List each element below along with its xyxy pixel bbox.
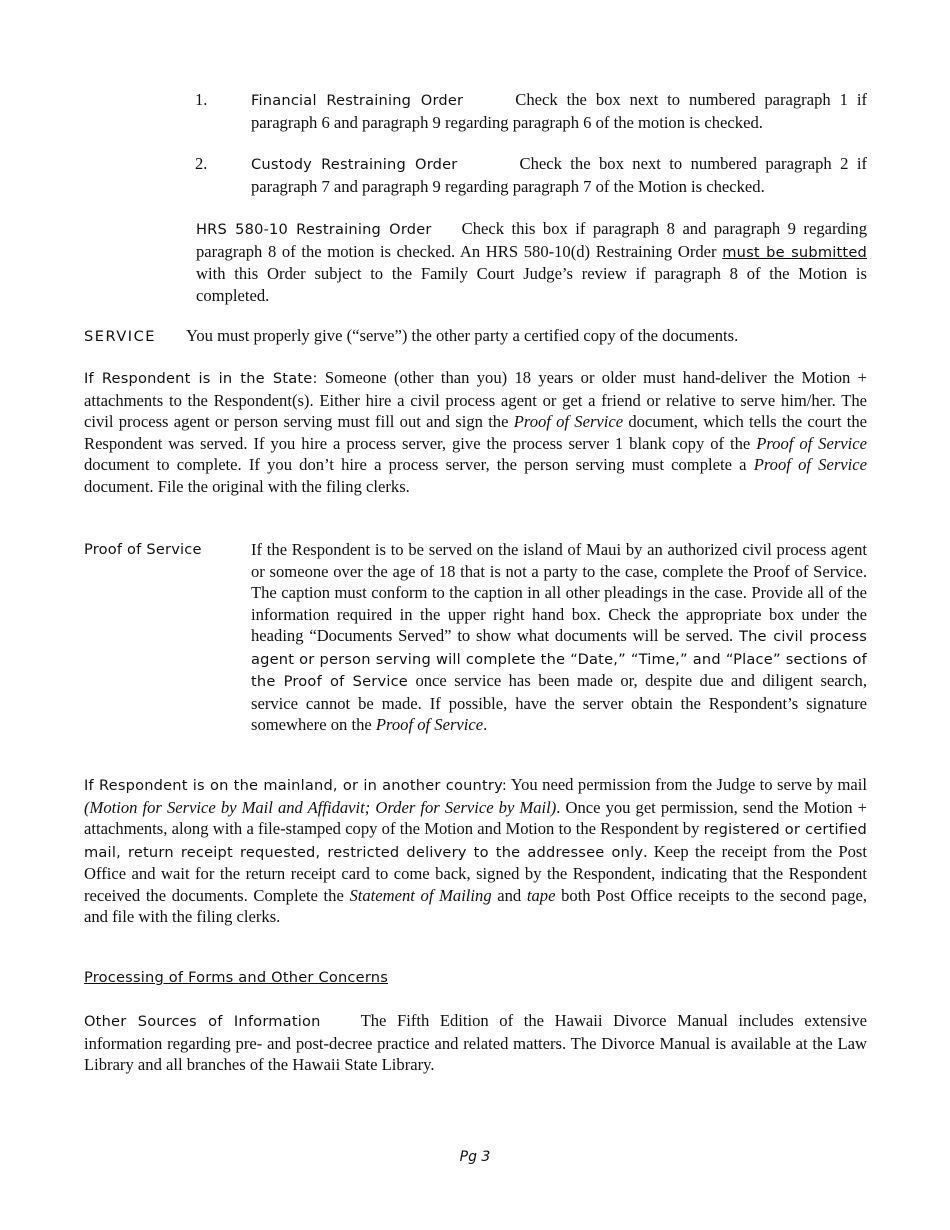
mainland-label: If Respondent is on the mainland, or in another country:	[84, 777, 507, 794]
item-text: Check the box next to numbered paragraph 2 if paragraph 7 and paragraph 9 regarding paragraph 7 of the Motion is checked.	[251, 154, 867, 196]
proof-of-service-ref: Proof of Service	[753, 455, 867, 474]
hrs-label: HRS 580-10 Restraining Order	[196, 221, 432, 238]
in-state-text: document, which tells the court the Respondent was served. If you hire a process server, give the process server 1 blank copy of the	[84, 412, 868, 453]
mainland-text: both Post Office receipts to the second page, and file with the filing clerks.	[84, 885, 868, 926]
item-number: 1.	[195, 90, 208, 109]
proof-of-service-label: Proof of Service	[84, 541, 202, 558]
service-label: SERVICE	[84, 328, 157, 345]
other-sources-label: Other Sources of Information	[84, 1013, 321, 1030]
hrs-restraining-order-paragraph	[196, 218, 867, 306]
item-label: Custody Restraining Order	[251, 156, 458, 173]
item-text: Check the box next to numbered paragraph 1 if paragraph 6 and paragraph 9 regarding paragraph 6 of the motion is checked.	[251, 90, 867, 132]
other-sources-text: The Fifth Edition of the Hawaii Divorce Manual includes extensive information regarding pre- and post-decree practice and related matters. The Divorce Manual is available at the Law Library and all branches of the Hawaii State Library.	[84, 1011, 867, 1074]
in-state-text: document. File the original with the filing clerks.	[84, 476, 410, 496]
motion-reference: (Motion for Service by Mail and Affidavit; Order for Service by Mail)	[84, 797, 557, 817]
in-state-text: document to complete. If you don’t hire a process server, the person serving must complete a	[84, 455, 747, 474]
item-label: Financial Restraining Order	[251, 92, 464, 109]
proof-text-sections: The civil process agent or person serving will complete the “Date,” “Time,” and “Place” sections of the Proof of Service	[251, 628, 867, 690]
proof-of-service-ref: Proof of Service	[756, 433, 867, 453]
page-number: Pg 3	[459, 1149, 491, 1165]
mainland-paragraph	[84, 774, 867, 928]
processing-heading: Processing of Forms and Other Concerns	[84, 969, 389, 986]
item-custody-restraining-order	[251, 153, 867, 197]
statement-of-mailing-ref: Statement of Mailing	[349, 885, 492, 905]
proof-text: If the Respondent is to be served on the island of Maui by an authorized civil process agent or someone over the age of 18 that is not a party to the case, complete the Proof of Service. The caption must conform to the caption in all other pleadings in the case. Provide all of the information required in the upper right hand box. Check the appropriate box under the heading “Documents Served” to show what documents will be served.	[251, 540, 867, 645]
mainland-text: . Once you get permission, send the Motion + attachments, along with a file-stamped copy of the Motion and Motion to the Respondent by	[84, 797, 867, 838]
mailing-method: registered or certified mail, return receipt requested, restricted delivery to the addressee only	[84, 821, 867, 861]
in-state-text: Someone (other than you) 18 years or older must hand-deliver the Motion + attachments to the Respondent(s). Either hire a civil process agent or get a friend or relative to serve him/her. The civil process agent or person serving must fill out and sign the	[84, 368, 867, 431]
in-state-paragraph	[84, 367, 867, 497]
proof-of-service-paragraph	[251, 539, 867, 736]
must-be-submitted: must be submitted	[722, 243, 867, 261]
proof-text: once service has been made or, despite due and diligent search, service cannot be made. If possible, have the server obtain the Respondent’s signature somewhere on the	[251, 671, 868, 734]
service-paragraph	[84, 325, 867, 348]
mainland-text: . Keep the receipt from the Post Office and wait for the return receipt card to come back, signed by the Respondent, indicating that the Respondent received the documents. Complete the	[84, 841, 868, 905]
proof-of-service-ref: Proof of Service	[513, 412, 624, 431]
mainland-text: You need permission from the Judge to serve by mail	[510, 775, 867, 794]
service-text: You must properly give (“serve”) the other party a certified copy of the documents.	[186, 326, 739, 345]
in-state-label: If Respondent is in the State:	[84, 370, 318, 387]
period: .	[483, 715, 488, 734]
tape-ref: tape	[526, 885, 556, 905]
other-sources-paragraph	[84, 1010, 867, 1076]
item-number: 2.	[195, 154, 208, 173]
hrs-text: Check this box if paragraph 8 and paragraph 9 regarding paragraph 8 of the motion is checked. An HRS 580-10(d) Restraining Order	[196, 219, 868, 261]
mainland-text: and	[497, 885, 522, 905]
proof-of-service-ref: Proof of Service	[375, 715, 484, 734]
item-financial-restraining-order	[251, 89, 867, 133]
hrs-text-after: with this Order subject to the Family Court Judge’s review if paragraph 8 of the Motion is completed.	[196, 264, 867, 305]
